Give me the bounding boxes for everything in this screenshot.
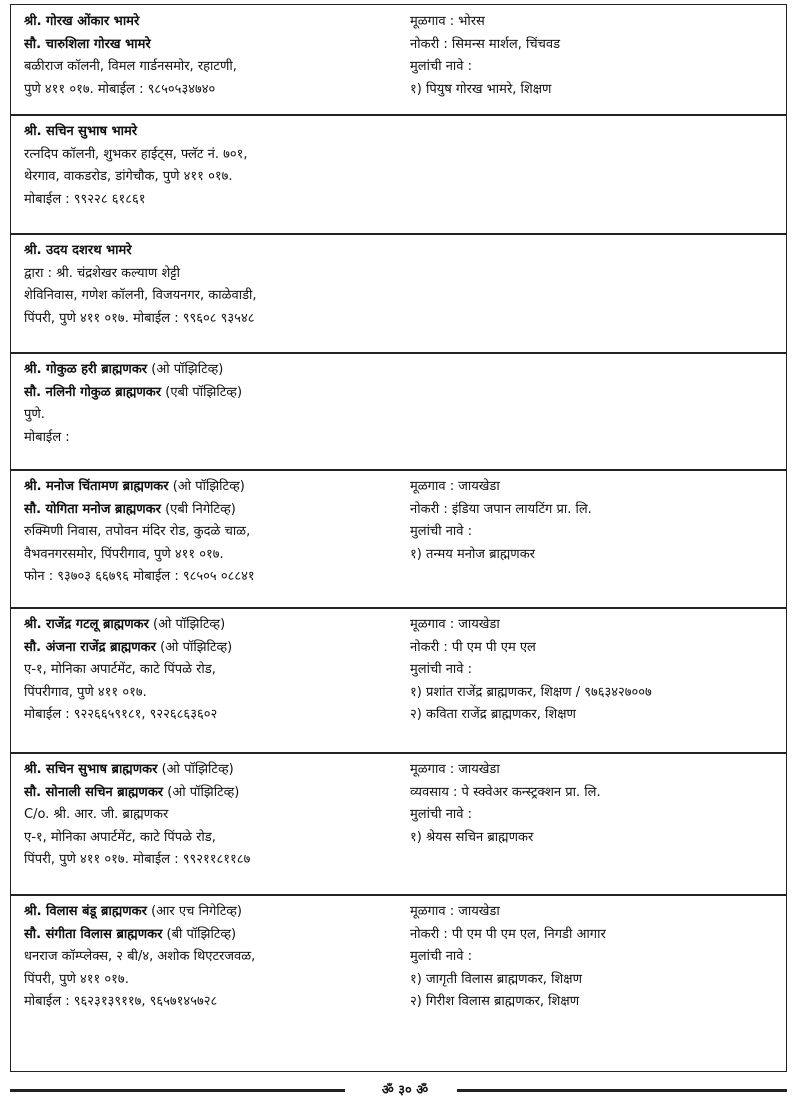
entry-info-line bbox=[410, 782, 780, 805]
entry-detail-line bbox=[24, 308, 404, 331]
directory-entry bbox=[10, 607, 787, 754]
entry-detail-line bbox=[24, 682, 404, 705]
detail-text: मुलांची नावे : bbox=[410, 807, 473, 822]
entry-info-line bbox=[410, 659, 780, 682]
entry-detail-line bbox=[24, 901, 404, 924]
detail-text: थेरगाव, वाकडरोड, डांगेचौक, पुणे ४११ ०१७. bbox=[24, 169, 233, 184]
detail-text: मूळगाव : जायखेडा bbox=[410, 479, 500, 494]
blood-group: (ओ पॉझिटिव्ह) bbox=[168, 479, 245, 494]
entry-detail-line bbox=[24, 263, 404, 286]
detail-text: मूळगाव : जायखेडा bbox=[410, 762, 500, 777]
entry-detail-line bbox=[24, 924, 404, 947]
entry-info-line bbox=[410, 804, 780, 827]
blood-group: (ओ पॉझिटिव्ह) bbox=[148, 617, 226, 632]
entry-detail-line bbox=[24, 637, 404, 660]
entry-detail-line bbox=[24, 704, 404, 727]
entry-info-line bbox=[410, 924, 780, 947]
person-name: सौ. संगीता विलास ब्राह्मणकर bbox=[24, 926, 163, 942]
entry-info-line bbox=[410, 476, 780, 499]
entry-detail-line bbox=[24, 946, 404, 969]
directory-entry bbox=[10, 469, 787, 609]
blood-group: (एबी पॉझिटिव्ह) bbox=[161, 384, 243, 400]
entry-info-line bbox=[410, 637, 780, 660]
detail-text: शेविनिवास, गणेश कॉलनी, विजयनगर, काळेवाडी, bbox=[24, 288, 257, 303]
detail-text: मूळगाव : भोरस bbox=[410, 14, 485, 29]
page-number: ॐ ३० ॐ bbox=[381, 1083, 429, 1098]
entry-detail-line bbox=[24, 991, 404, 1014]
detail-text: पिंपरी, पुणे ४११ ०१७. मोबाईल : ९९६०८ ९३५४८ bbox=[24, 310, 255, 326]
entry-left-column bbox=[24, 121, 404, 211]
entry-detail-line bbox=[24, 285, 404, 308]
person-name: श्री. गोरख ओंकार भामरे bbox=[24, 14, 140, 29]
person-name: सौ. योगिता मनोज ब्राह्मणकर bbox=[24, 501, 161, 517]
entry-detail-line bbox=[24, 969, 404, 992]
detail-text: पिंपरी, पुणे ४११ ०१७. मोबाईल : ९९२११८११८७ bbox=[24, 852, 251, 867]
detail-text: मोबाईल : bbox=[24, 429, 70, 445]
person-name: सौ. चारुशिला गोरख भामरे bbox=[24, 36, 151, 52]
entry-info-line bbox=[410, 901, 780, 924]
detail-text: १) प्रशांत राजेंद्र ब्राह्मणकर, शिक्षण / ९७६३४२७००७ bbox=[410, 684, 652, 700]
entry-detail-line bbox=[24, 189, 404, 212]
person-name: श्री. उदय दशरथ भामरे bbox=[24, 243, 132, 258]
detail-text: फोन : ९३७०३ ६६७९६ मोबाईल : ९८५०५ ०८८४१ bbox=[24, 569, 255, 584]
entry-detail-line bbox=[24, 11, 404, 34]
entry-info-line bbox=[410, 946, 780, 969]
entry-detail-line bbox=[24, 827, 404, 850]
entry-left-column bbox=[24, 476, 404, 589]
entry-right-column bbox=[410, 11, 780, 101]
blood-group: (आर एच निगेटिव्ह) bbox=[146, 904, 243, 919]
entry-detail-line bbox=[24, 34, 404, 57]
entry-detail-line bbox=[24, 476, 404, 499]
entry-right-column bbox=[410, 901, 780, 1014]
entry-info-line bbox=[410, 682, 780, 705]
entry-detail-line bbox=[24, 759, 404, 782]
entry-detail-line bbox=[24, 404, 404, 427]
detail-text: १) श्रेयस सचिन ब्राह्मणकर bbox=[410, 829, 534, 845]
detail-text: ए-१, मोनिका अपार्टमेंट, काटे पिंपळे रोड, bbox=[24, 662, 216, 677]
entry-detail-line bbox=[24, 427, 404, 450]
detail-text: C/o. श्री. आर. जी. ब्राह्मणकर bbox=[24, 807, 169, 822]
entry-detail-line bbox=[24, 782, 404, 805]
directory-entry bbox=[10, 752, 787, 896]
entry-left-column bbox=[24, 901, 404, 1014]
entry-detail-line bbox=[24, 240, 404, 263]
entry-detail-line bbox=[24, 56, 404, 79]
person-name: श्री. विलास बंडू ब्राह्मणकर bbox=[24, 904, 147, 919]
detail-text: मुलांची नावे : bbox=[410, 524, 473, 539]
person-name: श्री. गोकुळ हरी ब्राह्मणकर bbox=[24, 362, 148, 377]
entry-info-line bbox=[410, 991, 780, 1014]
entry-left-column bbox=[24, 240, 404, 330]
detail-text: व्यवसाय : पे स्क्वेअर कन्स्ट्रक्शन प्रा. लि. bbox=[410, 784, 601, 800]
detail-text: मूळगाव : जायखेडा bbox=[410, 904, 500, 919]
detail-text: पुणे. bbox=[24, 407, 45, 422]
detail-text: २) कविता राजेंद्र ब्राह्मणकर, शिक्षण bbox=[410, 707, 576, 722]
entry-detail-line bbox=[24, 359, 404, 382]
person-name: श्री. राजेंद्र गटलू ब्राह्मणकर bbox=[24, 617, 149, 632]
entry-info-line bbox=[410, 544, 780, 567]
entry-detail-line bbox=[24, 659, 404, 682]
detail-text: मुलांची नावे : bbox=[410, 662, 473, 677]
blood-group: (ओ पॉझिटिव्ह) bbox=[163, 784, 240, 800]
entry-left-column bbox=[24, 11, 404, 101]
detail-text: ए-१, मोनिका अपार्टमेंट, काटे पिंपळे रोड, bbox=[24, 829, 216, 845]
entry-info-line bbox=[410, 969, 780, 992]
detail-text: मोबाईल : ९६२३१३९११७, ९६५७१४५७२८ bbox=[24, 994, 218, 1009]
detail-text: पिंपरीगाव, पुणे ४११ ०१७. bbox=[24, 684, 147, 700]
person-name: सौ. अंजना राजेंद्र ब्राह्मणकर bbox=[24, 639, 156, 655]
entry-info-line bbox=[410, 79, 780, 102]
entry-info-line bbox=[410, 34, 780, 57]
directory-entry bbox=[10, 114, 787, 235]
detail-text: पुणे ४११ ०१७. मोबाईल : ९८५०५३४७४० bbox=[24, 81, 216, 97]
directory-entry bbox=[10, 894, 787, 1072]
entry-info-line bbox=[410, 614, 780, 637]
directory-entry bbox=[10, 4, 787, 116]
blood-group: (ओ पॉझिटिव्ह) bbox=[157, 762, 234, 777]
detail-text: २) गिरीश विलास ब्राह्मणकर, शिक्षण bbox=[410, 994, 580, 1009]
entry-left-column bbox=[24, 614, 404, 727]
blood-group: (ओ पॉझिटिव्ह) bbox=[147, 362, 224, 377]
entry-info-line bbox=[410, 56, 780, 79]
entry-info-line bbox=[410, 499, 780, 522]
entry-detail-line bbox=[24, 499, 404, 522]
detail-text: मुलांची नावे : bbox=[410, 59, 473, 74]
entry-left-column bbox=[24, 759, 404, 872]
detail-text: नोकरी : पी एम पी एम एल, निगडी आगार bbox=[410, 926, 606, 942]
entry-detail-line bbox=[24, 166, 404, 189]
entry-detail-line bbox=[24, 382, 404, 405]
detail-text: मुलांची नावे : bbox=[410, 949, 473, 964]
entry-info-line bbox=[410, 827, 780, 850]
entry-right-column bbox=[410, 614, 780, 727]
detail-text: बळीराज कॉलनी, विमल गार्डनसमोर, रहाटणी, bbox=[24, 59, 237, 74]
detail-text: १) तन्मय मनोज ब्राह्मणकर bbox=[410, 546, 535, 562]
entry-info-line bbox=[410, 759, 780, 782]
person-name: सौ. नलिनी गोकुळ ब्राह्मणकर bbox=[24, 384, 162, 400]
detail-text: वैभवनगरसमोर, पिंपरीगाव, पुणे ४११ ०१७. bbox=[24, 546, 224, 562]
footer-rule-left bbox=[10, 1089, 345, 1092]
person-name: सौ. सोनाली सचिन ब्राह्मणकर bbox=[24, 784, 164, 800]
person-name: श्री. मनोज चिंतामण ब्राह्मणकर bbox=[24, 479, 169, 494]
person-name: श्री. सचिन सुभाष भामरे bbox=[24, 124, 138, 139]
detail-text: नोकरी : सिमन्स मार्शल, चिंचवड bbox=[410, 36, 561, 52]
detail-text: रुक्मिणी निवास, तपोवन मंदिर रोड, कुदळे चाळ, bbox=[24, 524, 251, 539]
blood-group: (ओ पॉझिटिव्ह) bbox=[155, 639, 233, 655]
detail-text: द्वारा : श्री. चंद्रशेखर कल्याण शेट्टी bbox=[24, 265, 181, 281]
directory-entry bbox=[10, 352, 787, 471]
entry-info-line bbox=[410, 521, 780, 544]
entry-left-column bbox=[24, 359, 404, 449]
detail-text: १) जागृती विलास ब्राह्मणकर, शिक्षण bbox=[410, 971, 582, 987]
entry-info-line bbox=[410, 11, 780, 34]
footer-rule-right bbox=[457, 1089, 787, 1092]
entry-right-column bbox=[410, 476, 780, 566]
detail-text: मूळगाव : जायखेडा bbox=[410, 617, 500, 632]
detail-text: नोकरी : इंडिया जपान लायटिंग प्रा. लि. bbox=[410, 501, 592, 517]
entry-detail-line bbox=[24, 121, 404, 144]
entry-detail-line bbox=[24, 566, 404, 589]
entry-detail-line bbox=[24, 849, 404, 872]
entry-detail-line bbox=[24, 521, 404, 544]
detail-text: मोबाईल : ९९२२८ ६१८६१ bbox=[24, 191, 146, 207]
detail-text: मोबाईल : ९२२६६५९१८१, ९२२६८६३६०२ bbox=[24, 707, 218, 722]
detail-text: रत्नदिप कॉलनी, शुभकर हाईट्स, फ्लॅट नं. ७०१, bbox=[24, 146, 248, 162]
entry-right-column bbox=[410, 759, 780, 849]
entry-detail-line bbox=[24, 144, 404, 167]
person-name: श्री. सचिन सुभाष ब्राह्मणकर bbox=[24, 762, 158, 777]
page-footer bbox=[10, 1078, 787, 1102]
entry-detail-line bbox=[24, 79, 404, 102]
entry-detail-line bbox=[24, 614, 404, 637]
directory-entry bbox=[10, 233, 787, 354]
blood-group: (एबी निगेटिव्ह) bbox=[160, 501, 236, 517]
entry-info-line bbox=[410, 704, 780, 727]
detail-text: १) पियुष गोरख भामरे, शिक्षण bbox=[410, 81, 552, 97]
detail-text: पिंपरी, पुणे ४११ ०१७. bbox=[24, 971, 129, 987]
entry-detail-line bbox=[24, 804, 404, 827]
blood-group: (बी पॉझिटिव्ह) bbox=[162, 926, 237, 942]
entry-detail-line bbox=[24, 544, 404, 567]
detail-text: नोकरी : पी एम पी एम एल bbox=[410, 639, 536, 655]
detail-text: धनराज कॉम्प्लेक्स, २ बी/४, अशोक थिएटरजवळ, bbox=[24, 949, 256, 964]
